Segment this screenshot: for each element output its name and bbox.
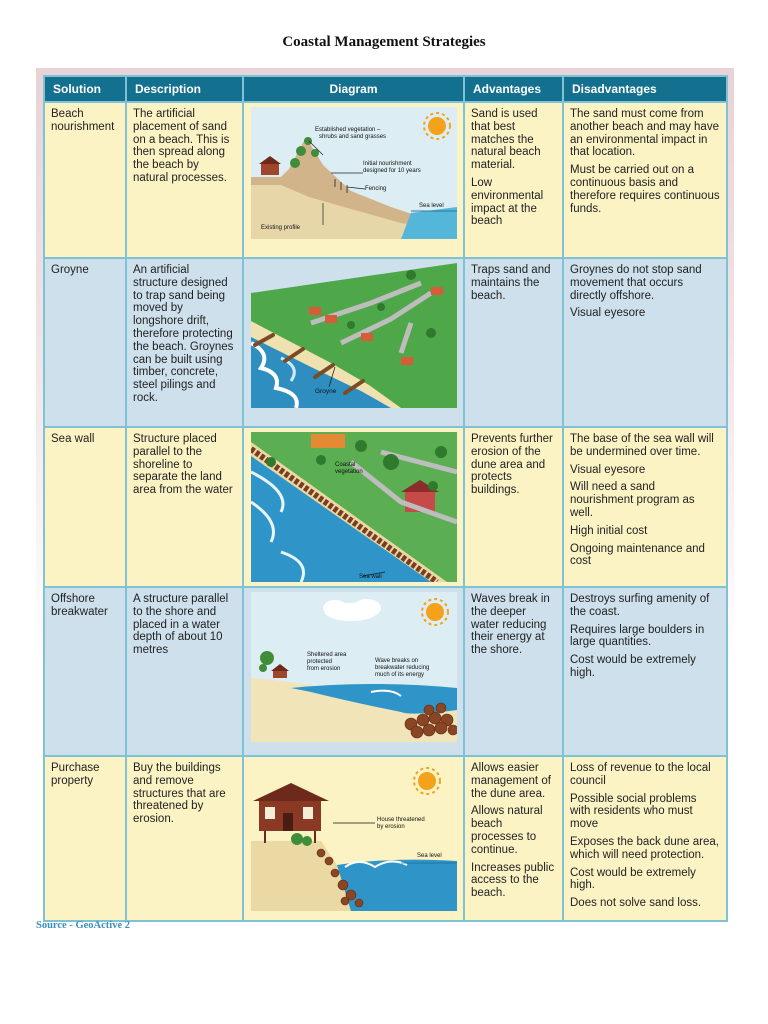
solution-cell: Sea wall: [44, 427, 126, 587]
diagram-cell: [243, 427, 464, 587]
sea-wall-label: Sea wall: [358, 574, 382, 580]
table-row: [44, 427, 727, 587]
disadvantage-item: High initial cost: [570, 524, 648, 537]
strategies-table: [43, 75, 728, 922]
offshore-breakwater-diagram: [251, 592, 457, 742]
advantages-cell: [464, 258, 563, 427]
disadvantage-item: Will need a sand nourishment program as well.: [570, 481, 695, 519]
disadvantage-item: Visual eyesore: [570, 307, 646, 320]
house-label: House threatened: [376, 817, 425, 823]
disadvantages-cell: [563, 258, 727, 427]
wave-label-2: breakwater reducing: [374, 665, 429, 671]
disadvantages-cell: [563, 427, 727, 587]
wave-label-3: much of its energy: [374, 672, 424, 678]
house-label-2: by erosion: [376, 824, 405, 830]
sheltered-label-2: protected: [306, 659, 332, 665]
page-title: Coastal Management Strategies: [282, 34, 486, 50]
advantages-cell: [464, 756, 563, 921]
disadvantages-cell: [563, 102, 727, 258]
advantage-item: Waves break in the deeper water reducing their energy at the shore.: [471, 593, 550, 657]
existing-profile-label: Existing profile: [260, 225, 300, 231]
fencing-label: Fencing: [364, 186, 386, 192]
disadvantage-item: Groynes do not stop sand movement that occurs directly offshore.: [570, 264, 702, 302]
disadvantage-item: Must be carried out on a continuous basis and therefore requires continuous funds.: [570, 164, 720, 215]
disadvantage-item: Ongoing maintenance and cost: [570, 542, 705, 568]
table-row: [44, 756, 727, 921]
solution-cell: Offshore breakwater: [44, 587, 126, 756]
advantages-cell: [464, 427, 563, 587]
sea-wall-diagram: [251, 432, 457, 582]
disadvantage-item: Visual eyesore: [570, 463, 646, 476]
description-cell: An artificial structure designed to trap sand being moved by longshore drift, therefore protecting the beach. Groynes can be built using timber, concrete, steel pilings and rock.: [126, 258, 243, 427]
wave-label: Wave breaks on: [374, 658, 418, 664]
vegetation-label-2: shrubs and sand grasses: [318, 134, 386, 140]
disadvantage-item: Possible social problems with residents who must move: [570, 792, 697, 831]
advantage-item: Low environmental impact at the beach: [471, 176, 544, 228]
header-disadvantages: Disadvantages: [563, 76, 727, 102]
disadvantage-item: Exposes the back dune area, which will need protection.: [570, 835, 719, 861]
description-cell: Buy the buildings and remove structures that are threatened by erosion.: [126, 756, 243, 921]
sheltered-label: Sheltered area: [306, 652, 346, 658]
disadvantage-item: The base of the sea wall will be undermined over time.: [570, 433, 714, 458]
header-solution: Solution: [44, 76, 126, 102]
solution-cell: Beach nourishment: [44, 102, 126, 258]
disadvantage-item: Cost would be extremely high.: [570, 866, 696, 892]
solution-cell: Purchase property: [44, 756, 126, 921]
disadvantage-item: Destroys surfing amenity of the coast.: [570, 593, 710, 618]
initial-label-2: designed for 10 years: [362, 168, 421, 174]
source-caption: Source - GeoActive 2: [36, 920, 130, 931]
disadvantage-item: Requires large boulders in large quantities.: [570, 623, 705, 649]
solution-cell: Groyne: [44, 258, 126, 427]
sea-level-label: Sea level: [418, 203, 444, 209]
groyne-diagram: [251, 263, 457, 408]
disadvantages-cell: [563, 587, 727, 756]
table-row: [44, 587, 727, 756]
table-row: [44, 258, 727, 427]
advantages-cell: [464, 102, 563, 258]
sheltered-label-3: from erosion: [306, 666, 340, 672]
diagram-cell: [243, 258, 464, 427]
diagram-cell: [243, 102, 464, 258]
coastal-label-2: vegetation: [334, 469, 363, 475]
diagram-cell: [243, 756, 464, 921]
initial-label: Initial nourishment: [362, 161, 412, 167]
vegetation-label: Established vegetation –: [314, 127, 380, 133]
diagram-cell: [243, 587, 464, 756]
advantage-item: Sand is used that best matches the natural beach material.: [471, 108, 541, 172]
header-description: Description: [126, 76, 243, 102]
advantage-item: Prevents further erosion of the dune area and protects buildings.: [471, 433, 553, 497]
advantages-cell: [464, 587, 563, 756]
description-cell: Structure placed parallel to the shoreline to separate the land area from the water: [126, 427, 243, 587]
groyne-label: Groyne: [314, 388, 336, 395]
header-diagram: Diagram: [243, 76, 464, 102]
header-row: [44, 76, 727, 102]
advantage-item: Traps sand and maintains the beach.: [471, 264, 551, 302]
advantage-item: Allows natural beach processes to continue.: [471, 805, 543, 856]
description-cell: The artificial placement of sand on a beach. This is then spread along the beach by natural processes.: [126, 102, 243, 258]
coastal-label: Coastal: [334, 462, 355, 468]
table-row: [44, 102, 727, 258]
sea-level-label: Sea level: [416, 853, 442, 859]
advantage-item: Allows easier management of the dune area.: [471, 762, 551, 800]
description-cell: A structure parallel to the shore and placed in a water depth of about 10 metres: [126, 587, 243, 756]
disadvantage-item: Loss of revenue to the local council: [570, 762, 711, 787]
advantage-item: Increases public access to the beach.: [471, 861, 555, 900]
disadvantage-item: The sand must come from another beach and may have an environmental impact in that location.: [570, 108, 719, 159]
disadvantage-item: Does not solve sand loss.: [570, 897, 702, 910]
purchase-property-diagram: [251, 761, 457, 911]
disadvantage-item: Cost would be extremely high.: [570, 654, 696, 679]
disadvantages-cell: [563, 756, 727, 921]
header-advantages: Advantages: [464, 76, 563, 102]
beach-nourishment-diagram: [251, 107, 457, 239]
